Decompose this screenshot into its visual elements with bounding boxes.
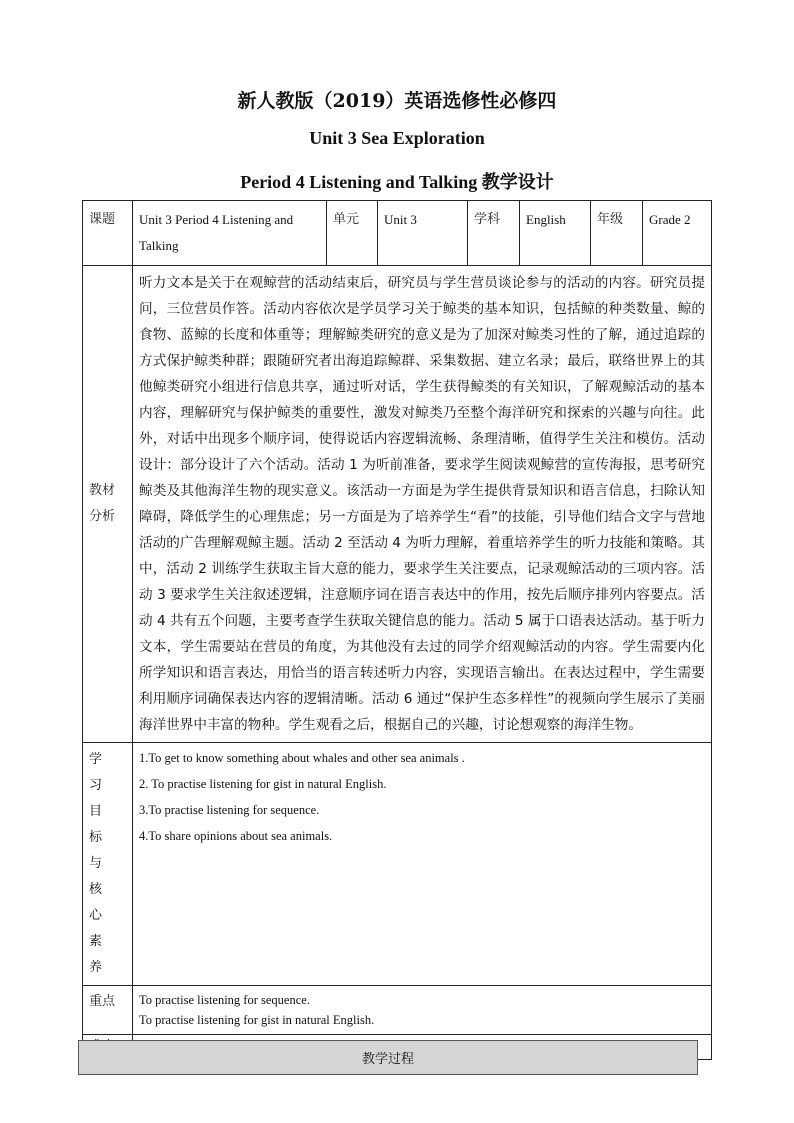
topic-label: 课题 [83,201,133,266]
objective-item: 1.To get to know something about whales and other sea animals . [139,751,465,765]
objective-item: 4.To share opinions about sea animals. [139,829,333,843]
unit-label: 单元 [327,201,378,266]
analysis-row [83,266,712,743]
grade-value: Grade 2 [643,201,712,266]
subject-value: English [520,201,591,266]
subject-label: 学科 [468,201,520,266]
meta-row [83,201,712,266]
key-points-label: 重点 [83,986,133,1035]
textbook-analysis-text: 听力文本是关于在观鲸营的活动结束后，研究员与学生营员谈论参与的活动的内容。研究员提问，三位营员作答。活动内容依次是学员学习关于鲸类的基本知识，包括鲸的种类数量、鲸的食物、蓝鲸的长度和体重等；理解鲸类研究的意义是为了加深对鲸类习性的了解，通过追踪的方式保护鲸类种群；跟随研究者出海追踪鲸群、采集数据、建立名录；最后，联络世界上的其他鲸类研究小组进行信息共享，通过听对话，学生获得鲸类的有关知识，了解观鲸活动的基本内容，理解研究与保护鲸类的重要性，激发对鲸类乃至整个海洋研究和探索的兴趣与向往。此外，对话中出现多个顺序词，使得说话内容逻辑流畅、条理清晰，值得学生关注和模仿。活动设计：部分设计了六个活动。活动 1 为听前准备，要求学生阅读观鲸营的宣传海报，思考研究鲸类及其他海洋生物的现实意义。该活动一方面是为学生提供背景知识和语言信息，扫除认知障碍，降低学生的心理焦虑；另一方面是为了培养学生“看”的技能，引导他们结合文字与营地活动的广告理解观鲸主题。活动 2 至活动 4 为听力理解，着重培养学生的听力技能和策略。其中，活动 2 训练学生获取主旨大意的能力，要求学生关注要点，记录观鲸活动的三项内容。活动 3 要求学生关注叙述逻辑，注意顺序词在语言表达中的作用，按先后顺序排列内容要点。活动 4 共有五个问题，主要考查学生获取关键信息的能力。活动 5 属于口语表达活动。基于听力文本，学生需要站在营员的角度，为其他没有去过的同学介绍观鲸活动的内容。学生需要内化所学知识和语言表达，用恰当的语言转述听力内容，实现语言输出。在表达过程中，学生需要利用顺序词确保表达内容的逻辑清晰。活动 6 通过“保护生态多样性”的视频向学生展示了美丽海洋世界中丰富的物种。学生观看之后，根据自己的兴趣，讨论想观察的海洋生物。 [133,266,712,743]
objective-item: 3.To practise listening for sequence. [139,803,320,817]
period-title: Period 4 Listening and Talking 教学设计 [240,172,554,192]
key-point-item: To practise listening for sequence. [139,993,310,1007]
lesson-plan-table [82,200,712,1060]
objectives-row [83,743,712,986]
objectives-label: 学习目标与核心素养 [83,743,133,986]
document-title: 新人教版（2019）英语选修性必修四 [237,90,557,112]
unit-value: Unit 3 [378,201,468,266]
key-points-row [83,986,712,1035]
topic-value: Unit 3 Period 4 Listening and Talking [133,201,327,266]
objective-item: 2. To practise listening for gist in natural English. [139,777,387,791]
teaching-process-header [78,1040,698,1075]
key-point-item: To practise listening for gist in natural English. [139,1013,375,1027]
unit-title: Unit 3 Sea Exploration [309,128,485,148]
teaching-process-label: 教学过程 [361,1052,414,1067]
key-points-list [133,986,712,1035]
textbook-analysis-label: 教材分析 [83,266,133,743]
grade-label: 年级 [591,201,643,266]
objectives-list [133,743,712,986]
